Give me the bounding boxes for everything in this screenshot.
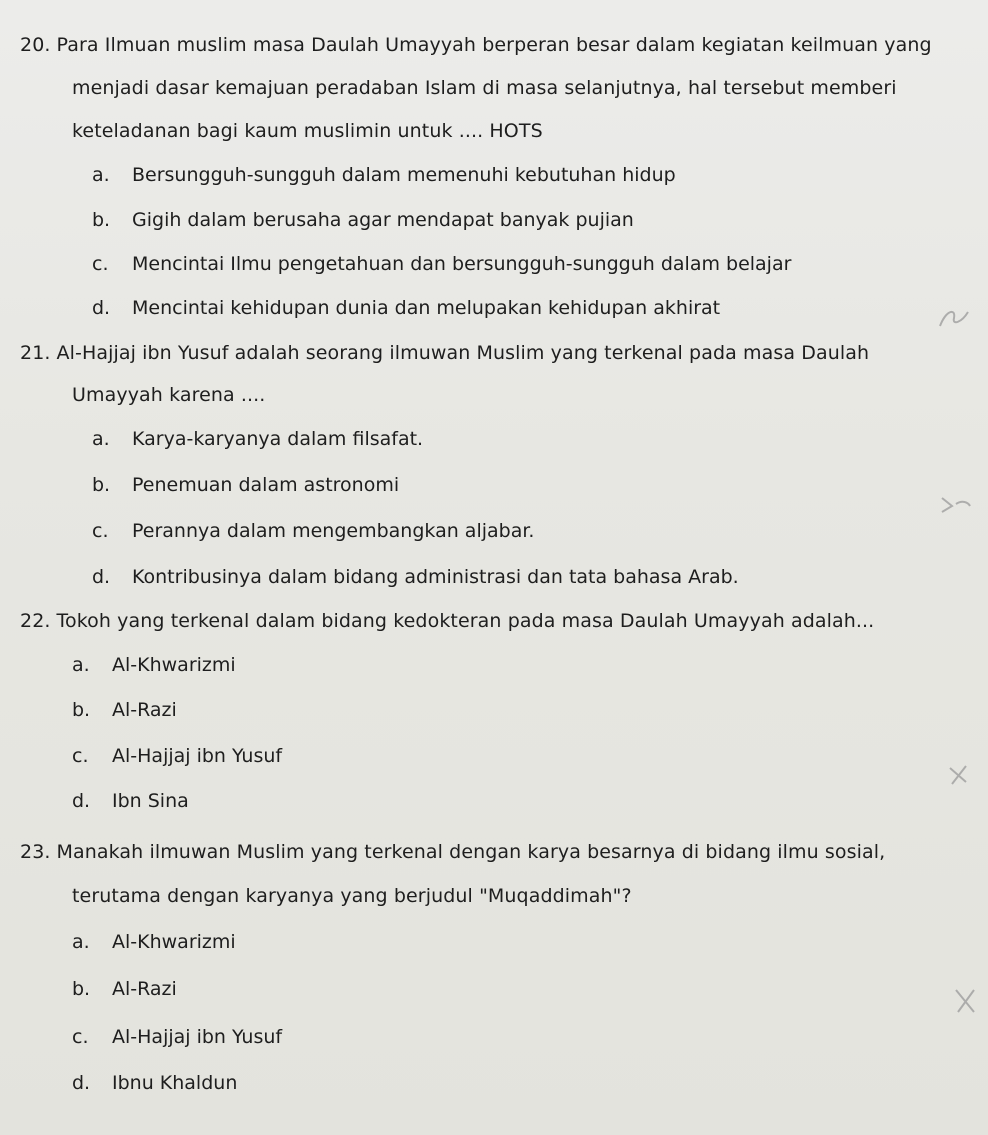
question-number: 20. — [20, 34, 51, 56]
option-letter: d. — [72, 790, 91, 812]
option-letter: b. — [92, 474, 111, 496]
question-number: 22. — [20, 610, 51, 632]
option-21-c — [92, 519, 534, 543]
option-letter: b. — [72, 699, 91, 721]
option-text: Karya-karyanya dalam filsafat. — [132, 428, 424, 450]
question-20-line-3: keteladanan bagi kaum muslimin untuk .... HOTS — [72, 120, 543, 142]
option-letter: c. — [72, 1026, 89, 1048]
option-text: Perannya dalam mengembangkan aljabar. — [132, 520, 535, 542]
pencil-cross-icon — [944, 760, 972, 793]
option-20-c — [92, 252, 791, 276]
pencil-squiggle-icon — [936, 304, 972, 337]
question-text: Manakah ilmuwan Muslim yang terkenal dengan karya besarnya di bidang ilmu sosial, — [56, 841, 886, 863]
question-22-line-1 — [20, 609, 874, 633]
option-letter: b. — [72, 978, 91, 1000]
option-23-a — [72, 930, 236, 954]
option-text: Gigih dalam berusaha agar mendapat banyak pujian — [132, 209, 634, 231]
option-20-a — [92, 163, 676, 187]
option-21-b — [92, 473, 399, 497]
pencil-check-icon — [938, 492, 974, 521]
pencil-cross-icon — [950, 984, 980, 1021]
option-text: Ibnu Khaldun — [112, 1072, 238, 1094]
option-20-d — [92, 296, 720, 320]
option-text: Al-Razi — [112, 699, 177, 721]
option-23-c — [72, 1025, 282, 1049]
question-text: Tokoh yang terkenal dalam bidang kedokteran pada masa Daulah Umayyah adalah... — [56, 610, 875, 632]
option-text: Al-Razi — [112, 978, 177, 1000]
option-text: Ibn Sina — [112, 790, 189, 812]
option-23-d — [72, 1071, 237, 1095]
option-22-d — [72, 789, 189, 813]
option-21-d — [92, 565, 739, 589]
option-20-b — [92, 208, 634, 232]
option-22-c — [72, 744, 282, 768]
question-20-line-1 — [20, 33, 932, 57]
question-23-line-2: terutama dengan karyanya yang berjudul "Muqaddimah"? — [72, 885, 632, 907]
option-21-a — [92, 427, 423, 451]
option-23-b — [72, 977, 177, 1001]
question-20-line-2: menjadi dasar kemajuan peradaban Islam di masa selanjutnya, hal tersebut memberi — [72, 77, 897, 99]
option-text: Bersungguh-sungguh dalam memenuhi kebutuhan hidup — [132, 164, 676, 186]
option-text: Al-Hajjaj ibn Yusuf — [112, 1026, 283, 1048]
option-letter: c. — [92, 253, 109, 275]
option-letter: a. — [72, 931, 90, 953]
option-letter: a. — [72, 654, 90, 676]
option-letter: d. — [72, 1072, 91, 1094]
option-text: Al-Khwarizmi — [112, 931, 236, 953]
option-letter: a. — [92, 164, 110, 186]
question-23-line-1 — [20, 840, 885, 864]
question-21-line-2: Umayyah karena .... — [72, 384, 266, 406]
question-number: 21. — [20, 342, 51, 364]
option-text: Penemuan dalam astronomi — [132, 474, 400, 496]
option-letter: a. — [92, 428, 110, 450]
option-letter: c. — [72, 745, 89, 767]
option-text: Mencintai Ilmu pengetahuan dan bersungguh-sungguh dalam belajar — [132, 253, 792, 275]
option-text: Al-Hajjaj ibn Yusuf — [112, 745, 283, 767]
option-letter: c. — [92, 520, 109, 542]
question-number: 23. — [20, 841, 51, 863]
option-letter: d. — [92, 566, 111, 588]
option-22-b — [72, 698, 177, 722]
option-text: Mencintai kehidupan dunia dan melupakan kehidupan akhirat — [132, 297, 721, 319]
option-text: Al-Khwarizmi — [112, 654, 236, 676]
question-text: Al-Hajjaj ibn Yusuf adalah seorang ilmuwan Muslim yang terkenal pada masa Daulah — [56, 342, 870, 364]
option-letter: b. — [92, 209, 111, 231]
question-21-line-1 — [20, 341, 869, 365]
question-text: Para Ilmuan muslim masa Daulah Umayyah berperan besar dalam kegiatan keilmuan yang — [56, 34, 932, 56]
option-22-a — [72, 653, 236, 677]
option-text: Kontribusinya dalam bidang administrasi dan tata bahasa Arab. — [132, 566, 739, 588]
option-letter: d. — [92, 297, 111, 319]
